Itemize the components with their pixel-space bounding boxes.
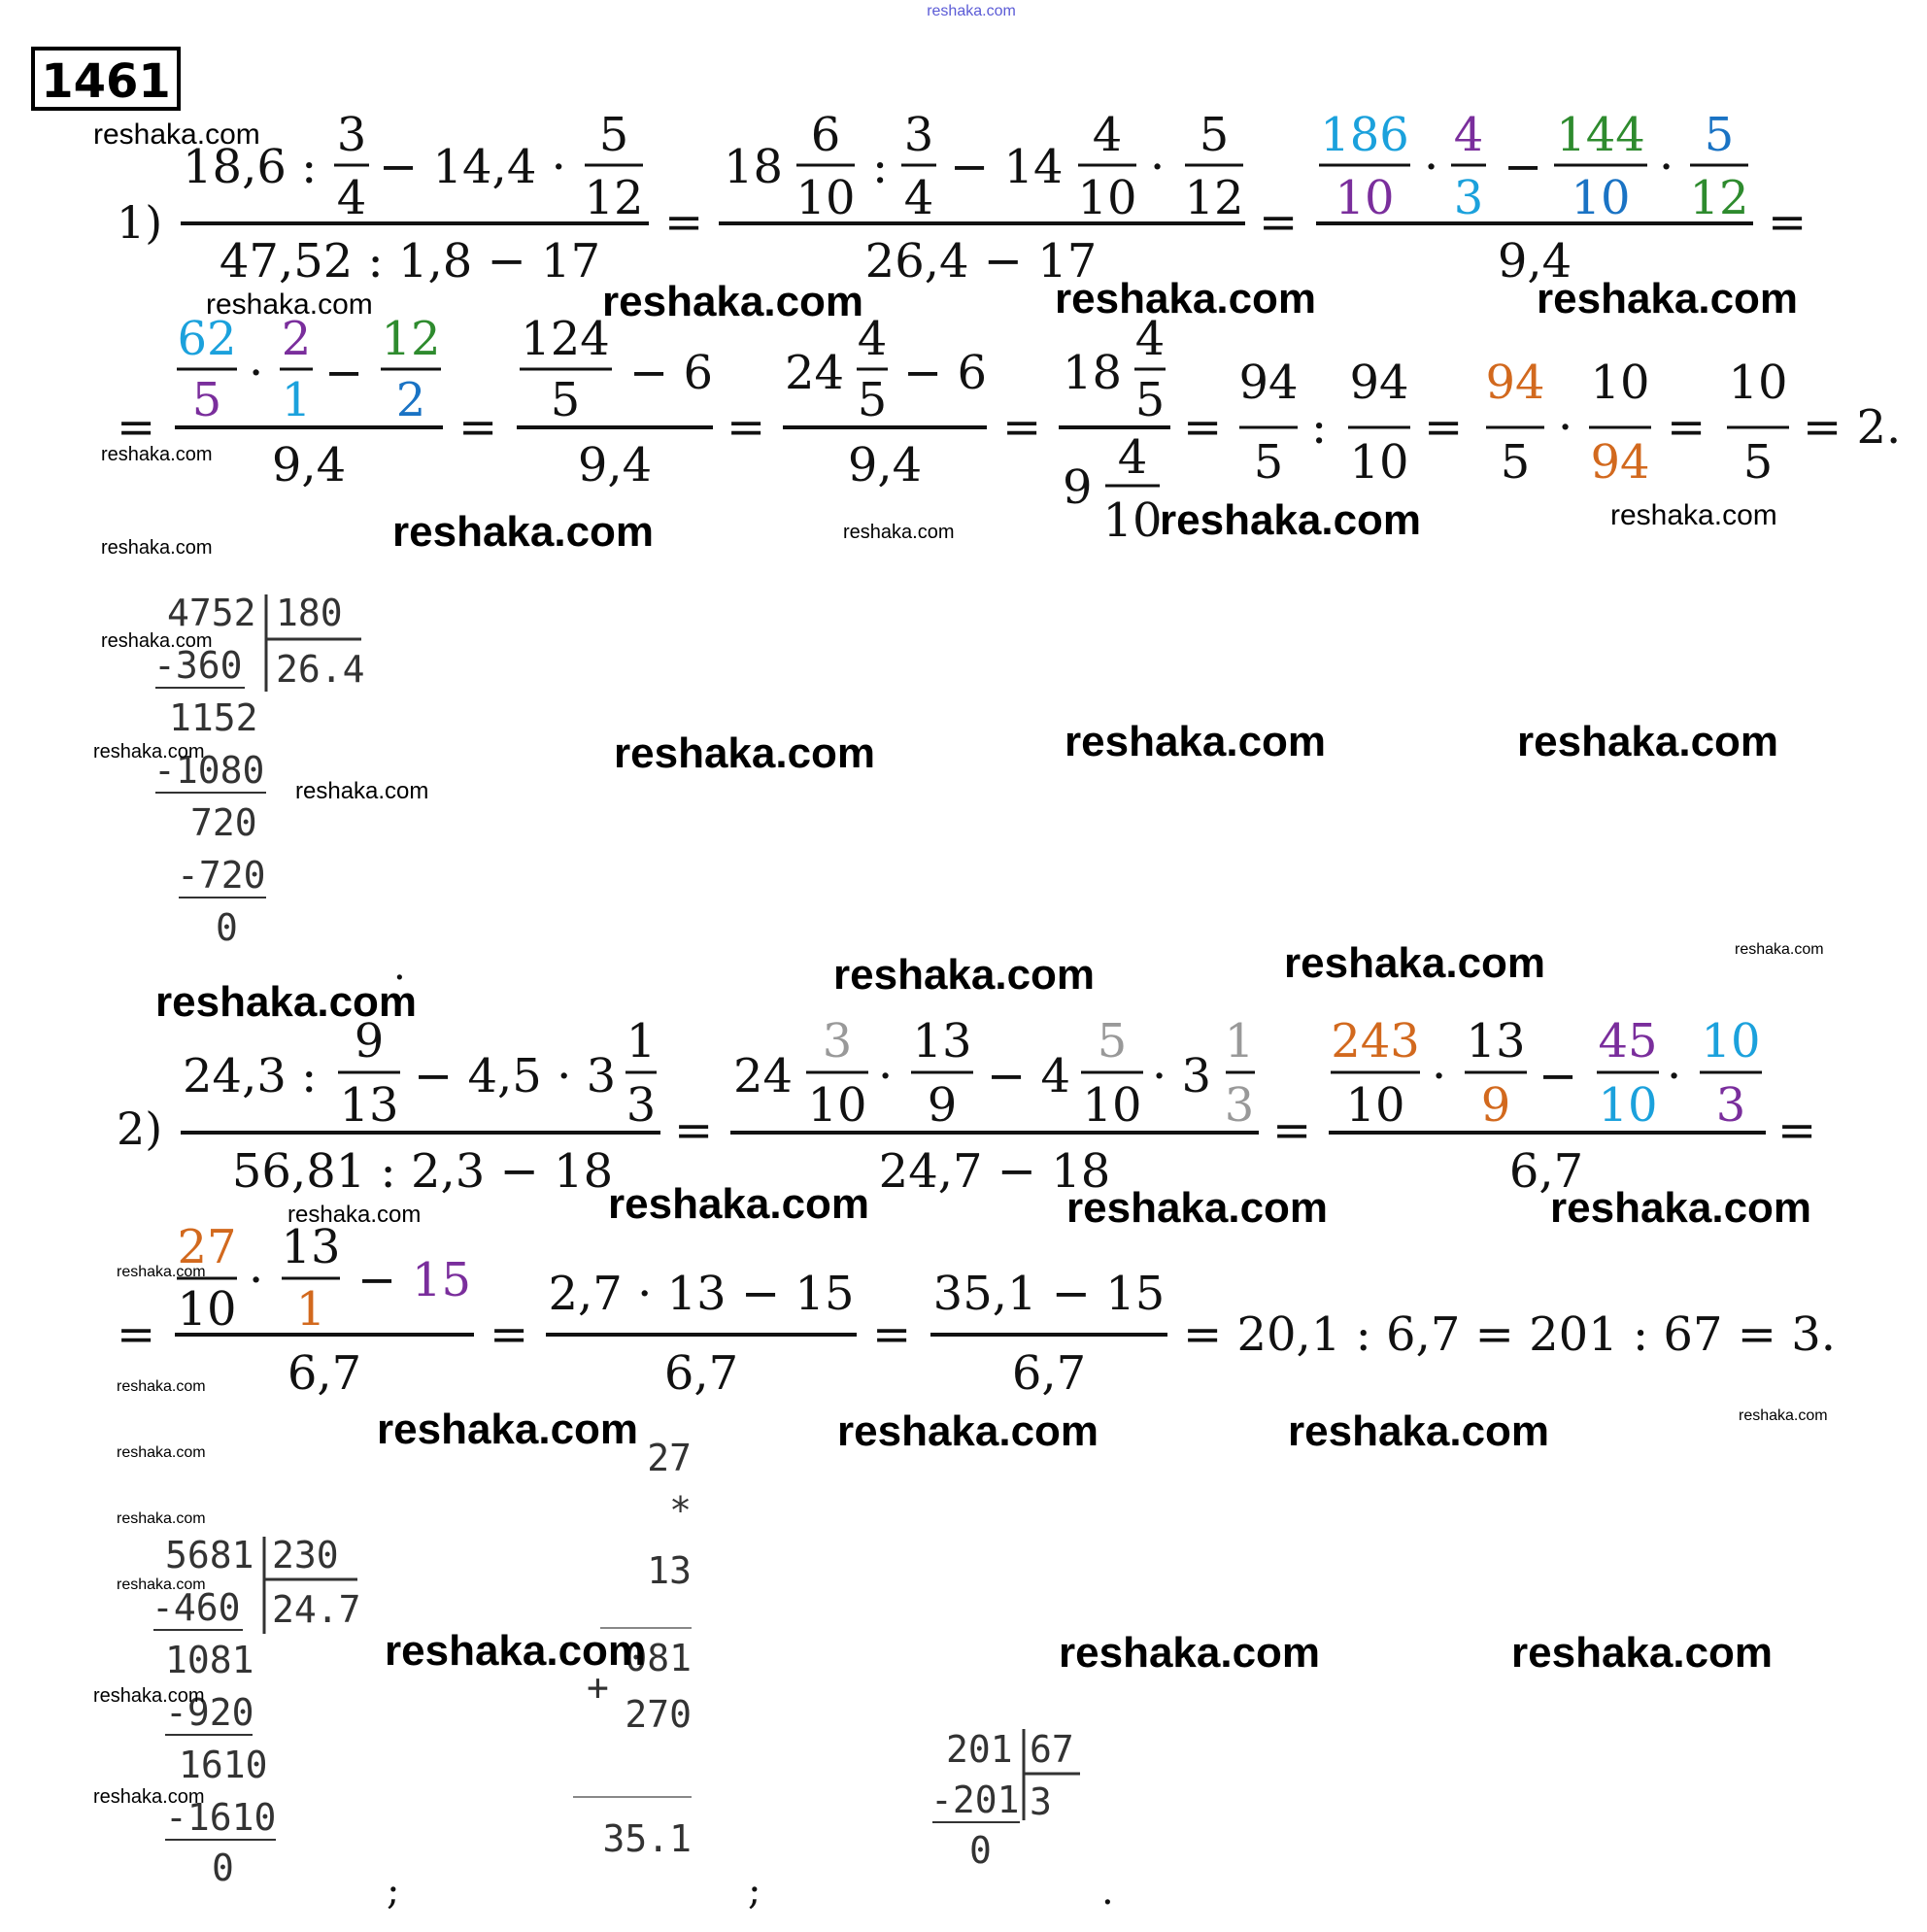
- mul-result: 35.1: [602, 1817, 692, 1860]
- watermark: reshaka.com: [101, 537, 213, 559]
- p1r2a-f1-den: 5: [191, 373, 222, 427]
- eq-sign: =: [674, 1103, 714, 1158]
- p1r2d-n2: 4: [1117, 430, 1148, 485]
- p1r2a-f3-den: 2: [395, 373, 426, 427]
- p1e3-f2-den: 3: [1453, 171, 1484, 225]
- dot-op: ·: [1659, 140, 1674, 194]
- p1e2-f4-den: 12: [1184, 171, 1244, 225]
- watermark: reshaka.com: [1550, 1184, 1812, 1232]
- watermark: reshaka.com: [101, 630, 213, 652]
- mul-plus: +: [587, 1666, 609, 1709]
- mul-op: *: [669, 1489, 692, 1532]
- watermark: reshaka.com: [117, 1576, 206, 1593]
- punct-semicolon: ;: [387, 1869, 400, 1914]
- div1-step: 0: [216, 906, 238, 949]
- part2-label: 2): [117, 1102, 163, 1155]
- p1r2d-n1: 4: [1134, 312, 1166, 366]
- p1r2c-whole: 24: [785, 346, 845, 400]
- p1e3-f1-den: 10: [1335, 171, 1395, 225]
- watermark: reshaka.com: [287, 1202, 422, 1228]
- div2-step: -920: [165, 1691, 254, 1734]
- p2e2-f4-den: 3: [1224, 1078, 1255, 1133]
- div2-dividend: 5681: [165, 1534, 254, 1576]
- site-header[interactable]: reshaka.com: [927, 3, 1016, 19]
- p2e2-f4-num: 1: [1224, 1014, 1255, 1068]
- p2e3-f4-den: 3: [1715, 1078, 1746, 1133]
- p1r2a-f2-den: 1: [281, 373, 312, 427]
- part2-multiplication: [573, 1437, 761, 1914]
- p2r2b-num: 2,7 · 13 − 15: [548, 1267, 855, 1321]
- watermark: reshaka.com: [614, 729, 876, 777]
- colon-op: :: [1311, 400, 1328, 455]
- p1r2b-den-in: 5: [550, 373, 581, 427]
- div1-step: 1152: [169, 696, 258, 739]
- watermark: reshaka.com: [1537, 275, 1799, 322]
- eq-sign: =: [117, 400, 156, 455]
- p1r2b-tail: − 6: [629, 346, 714, 400]
- p1r2h-num: 10: [1590, 356, 1650, 410]
- eq-sign: =: [872, 1307, 912, 1362]
- eq-sign: =: [1002, 400, 1042, 455]
- p2e1-num-mid: − 4,5 · 3: [414, 1049, 617, 1103]
- p2e2-f2-num: 13: [912, 1014, 972, 1068]
- p2e2-f3-num: 5: [1097, 1014, 1128, 1068]
- div2-step: -1610: [165, 1796, 277, 1839]
- watermark: reshaka.com: [1055, 275, 1317, 322]
- minus-op: −: [1538, 1049, 1578, 1103]
- p2e1-den: 56,81 : 2,3 − 18: [231, 1144, 614, 1199]
- watermark: reshaka.com: [93, 119, 260, 151]
- period-mark: .: [393, 944, 406, 989]
- div2-divisor: 230: [272, 1534, 339, 1576]
- p2e1-f2-num: 1: [625, 1014, 657, 1068]
- watermark: reshaka.com: [1735, 941, 1824, 958]
- p2e2-op3: · 3: [1152, 1049, 1212, 1103]
- p1e2-f2-den: 4: [903, 171, 934, 225]
- watermark: reshaka.com: [117, 1444, 206, 1461]
- eq-sign: =: [1768, 195, 1808, 250]
- watermark: reshaka.com: [117, 1378, 206, 1395]
- watermark: reshaka.com: [93, 1786, 205, 1808]
- div2-quotient: 24.7: [272, 1588, 361, 1631]
- p1r2a-f1-num: 62: [177, 312, 237, 366]
- dot-op: ·: [1432, 1049, 1447, 1103]
- watermark: reshaka.com: [1160, 496, 1422, 544]
- dot-op: ·: [1424, 140, 1439, 194]
- div3-divisor: 67: [1030, 1728, 1074, 1771]
- p1e2-op3: ·: [1150, 140, 1166, 194]
- p1e3-f1-num: 186: [1320, 108, 1409, 162]
- div1-step: -720: [177, 854, 266, 897]
- p1r2e-num: 94: [1238, 356, 1299, 410]
- p2r2c-num: 35,1 − 15: [932, 1267, 1166, 1321]
- watermark: reshaka.com: [1288, 1407, 1550, 1455]
- p2e3-f2-num: 13: [1466, 1014, 1526, 1068]
- p2e3-f3-den: 10: [1598, 1078, 1658, 1133]
- watermark: reshaka.com: [1066, 1184, 1329, 1232]
- p1r2c-f-num: 4: [857, 312, 888, 366]
- p2r2a-den: 6,7: [287, 1346, 362, 1401]
- watermark: reshaka.com: [295, 778, 429, 804]
- part2-short-division: [930, 1728, 1114, 1914]
- minus-op: −: [1504, 140, 1543, 194]
- punct-period: .: [1101, 1869, 1114, 1914]
- eq-sign: =: [490, 1307, 529, 1362]
- mul-p2: 270: [625, 1693, 692, 1736]
- watermark: reshaka.com: [1739, 1407, 1828, 1424]
- p2e2-f2-den: 9: [927, 1078, 958, 1133]
- p2e2-f1-den: 10: [807, 1078, 867, 1133]
- dot-op: ·: [1667, 1049, 1682, 1103]
- minus-op: −: [357, 1253, 397, 1307]
- p1r2c-tail: − 6: [903, 346, 988, 400]
- p1r2g-num: 94: [1485, 356, 1545, 410]
- watermark: reshaka.com: [93, 741, 205, 763]
- p2e2-den: 24,7 − 18: [878, 1144, 1111, 1199]
- p1e2-op1: :: [872, 140, 889, 194]
- p1r2h-den: 94: [1590, 435, 1650, 490]
- p1r2c-f-den: 5: [857, 373, 888, 427]
- p1r2d-w1: 18: [1063, 346, 1123, 400]
- div3-rem: 0: [969, 1829, 992, 1872]
- p2e2-op1: ·: [878, 1049, 894, 1103]
- div3-dividend: 201: [946, 1728, 1013, 1771]
- p2e3-den: 6,7: [1508, 1144, 1584, 1199]
- eq-sign: =: [117, 1307, 156, 1362]
- eq-sign: =: [1424, 400, 1464, 455]
- div2-step: -460: [152, 1586, 241, 1629]
- watermark: reshaka.com: [117, 1510, 206, 1527]
- p1r2g-den: 5: [1500, 435, 1531, 490]
- watermark: reshaka.com: [1610, 499, 1777, 531]
- part2-row2: [117, 1220, 1836, 1401]
- watermark: reshaka.com: [377, 1406, 639, 1453]
- mul-a: 27: [647, 1437, 692, 1479]
- div1-divisor: 180: [276, 592, 343, 634]
- p1r2f-num: 94: [1349, 356, 1409, 410]
- eq-sign: =: [1183, 400, 1223, 455]
- p1r2c-den: 9,4: [847, 438, 923, 492]
- p1r2d-w2: 9: [1063, 460, 1093, 515]
- dot-op: ·: [249, 1253, 264, 1307]
- watermark: reshaka.com: [155, 978, 418, 1026]
- p1r2f-den: 10: [1349, 435, 1409, 490]
- p2r2b-den: 6,7: [663, 1346, 739, 1401]
- div2-step: 0: [212, 1847, 234, 1889]
- p1e1-den: 47,52 : 1,8 − 17: [219, 234, 601, 288]
- p2e3-f3-num: 45: [1598, 1014, 1658, 1068]
- eq-sign: =: [1667, 400, 1707, 455]
- watermark: reshaka.com: [117, 1264, 206, 1280]
- p1e1-f1-den: 4: [336, 171, 367, 225]
- p2r2a-f1-num: 27: [177, 1220, 237, 1274]
- p1r2d-d1: 5: [1134, 373, 1166, 427]
- watermark: reshaka.com: [602, 278, 864, 325]
- p1r2i-den: 5: [1742, 435, 1774, 490]
- p2-result: = 20,1 : 6,7 = 201 : 67 = 3.: [1183, 1307, 1837, 1362]
- p2e1-num-a: 24,3 :: [183, 1049, 318, 1103]
- p2e3-f1-num: 243: [1331, 1014, 1420, 1068]
- eq-sign: =: [458, 400, 498, 455]
- div3-quotient: 3: [1030, 1780, 1052, 1823]
- p1r2e-den: 5: [1253, 435, 1284, 490]
- watermark: reshaka.com: [385, 1627, 647, 1675]
- watermark: reshaka.com: [837, 1407, 1099, 1455]
- p1e3-f4-num: 5: [1704, 108, 1735, 162]
- p2e3-f2-den: 9: [1480, 1078, 1511, 1133]
- eq-sign: =: [664, 195, 704, 250]
- div1-dividend: 4752: [167, 592, 256, 634]
- p1e3-f3-den: 10: [1571, 171, 1631, 225]
- dot-op: ·: [1558, 400, 1573, 455]
- watermark: reshaka.com: [1284, 939, 1546, 987]
- p1r2a-den: 9,4: [271, 438, 347, 492]
- p2r2a-f1-den: 10: [177, 1282, 237, 1337]
- watermark: reshaka.com: [206, 288, 373, 321]
- div1-step: -360: [153, 644, 243, 687]
- p2e1-f2-den: 3: [625, 1078, 657, 1133]
- p1r2d-d2: 10: [1102, 493, 1163, 548]
- p1e3-den: 9,4: [1497, 234, 1572, 288]
- watermark: reshaka.com: [1059, 1629, 1321, 1677]
- p1e1-num-a: 18,6 :: [183, 140, 318, 194]
- p2r2c-den: 6,7: [1011, 1346, 1087, 1401]
- p1e3-f4-den: 12: [1689, 171, 1749, 225]
- mul-p1: 081: [625, 1637, 692, 1679]
- p1e2-f1-num: 6: [810, 108, 841, 162]
- part2-row1: [117, 1014, 1816, 1199]
- p2r2a-tail: 15: [412, 1253, 472, 1307]
- p1e2-f1-den: 10: [795, 171, 856, 225]
- p2e1-f1-den: 13: [339, 1078, 399, 1133]
- minus-op: −: [324, 346, 364, 400]
- div2-step: 1610: [179, 1744, 268, 1786]
- watermark: reshaka.com: [1517, 718, 1779, 765]
- watermark: reshaka.com: [833, 951, 1096, 999]
- div3-step: -201: [930, 1779, 1020, 1821]
- div1-step: 720: [190, 801, 257, 844]
- eq-sign: =: [1777, 1103, 1817, 1158]
- p1e2-den: 26,4 − 17: [864, 234, 1098, 288]
- p1e1-num-mid: − 14,4 ·: [379, 140, 566, 194]
- p1e2-op2: − 14: [950, 140, 1064, 194]
- p1-result: = 2.: [1803, 400, 1902, 455]
- p1e3-f3-num: 144: [1556, 108, 1645, 162]
- p1r2i-num: 10: [1728, 356, 1788, 410]
- part1-label: 1): [117, 196, 163, 249]
- p1e1-f2-den: 12: [584, 171, 644, 225]
- p1e2-w1: 18: [724, 140, 784, 194]
- p2e2-op2: − 4: [987, 1049, 1071, 1103]
- p2e2-f3-den: 10: [1082, 1078, 1142, 1133]
- mul-b: 13: [647, 1549, 692, 1592]
- part1-row1: [117, 108, 1807, 288]
- watermark: reshaka.com: [843, 522, 955, 543]
- p1e3-f2-num: 4: [1453, 108, 1484, 162]
- p1r2a-f3-num: 12: [381, 312, 441, 366]
- p1e1-f2-num: 5: [598, 108, 629, 162]
- div2-step: 1081: [165, 1639, 254, 1681]
- punct-semicolon: ;: [748, 1869, 761, 1914]
- p1e2-f4-num: 5: [1199, 108, 1230, 162]
- watermark: reshaka.com: [1511, 1629, 1774, 1677]
- watermark: reshaka.com: [392, 508, 655, 556]
- p1e2-f3-den: 10: [1077, 171, 1137, 225]
- p1e2-f3-num: 4: [1092, 108, 1123, 162]
- div1-quotient: 26.4: [276, 648, 365, 691]
- p1r2a-f2-num: 2: [281, 312, 312, 366]
- p2e2-f1-num: 3: [822, 1014, 853, 1068]
- p2e1-f1-num: 9: [354, 1014, 385, 1068]
- p1r2b-num: 124: [521, 312, 610, 366]
- watermark: reshaka.com: [1065, 718, 1327, 765]
- problem-number: 1461: [41, 54, 171, 109]
- div1-step: -1080: [153, 749, 265, 792]
- p2e3-f1-den: 10: [1345, 1078, 1405, 1133]
- eq-sign: =: [1272, 1103, 1312, 1158]
- p1e1-f1-num: 3: [336, 108, 367, 162]
- watermark: reshaka.com: [93, 1685, 205, 1707]
- p2r2a-f2-den: 1: [295, 1282, 326, 1337]
- p2e3-f4-num: 10: [1701, 1014, 1761, 1068]
- p1r2b-den: 9,4: [577, 438, 653, 492]
- eq-sign: =: [1259, 195, 1299, 250]
- p2r2a-f2-num: 13: [281, 1220, 341, 1274]
- p2e2-w1: 24: [733, 1049, 794, 1103]
- p1e2-f2-num: 3: [903, 108, 934, 162]
- watermark: reshaka.com: [608, 1180, 870, 1228]
- dot-op: ·: [249, 346, 264, 400]
- watermark: reshaka.com: [101, 444, 213, 465]
- eq-sign: =: [727, 400, 766, 455]
